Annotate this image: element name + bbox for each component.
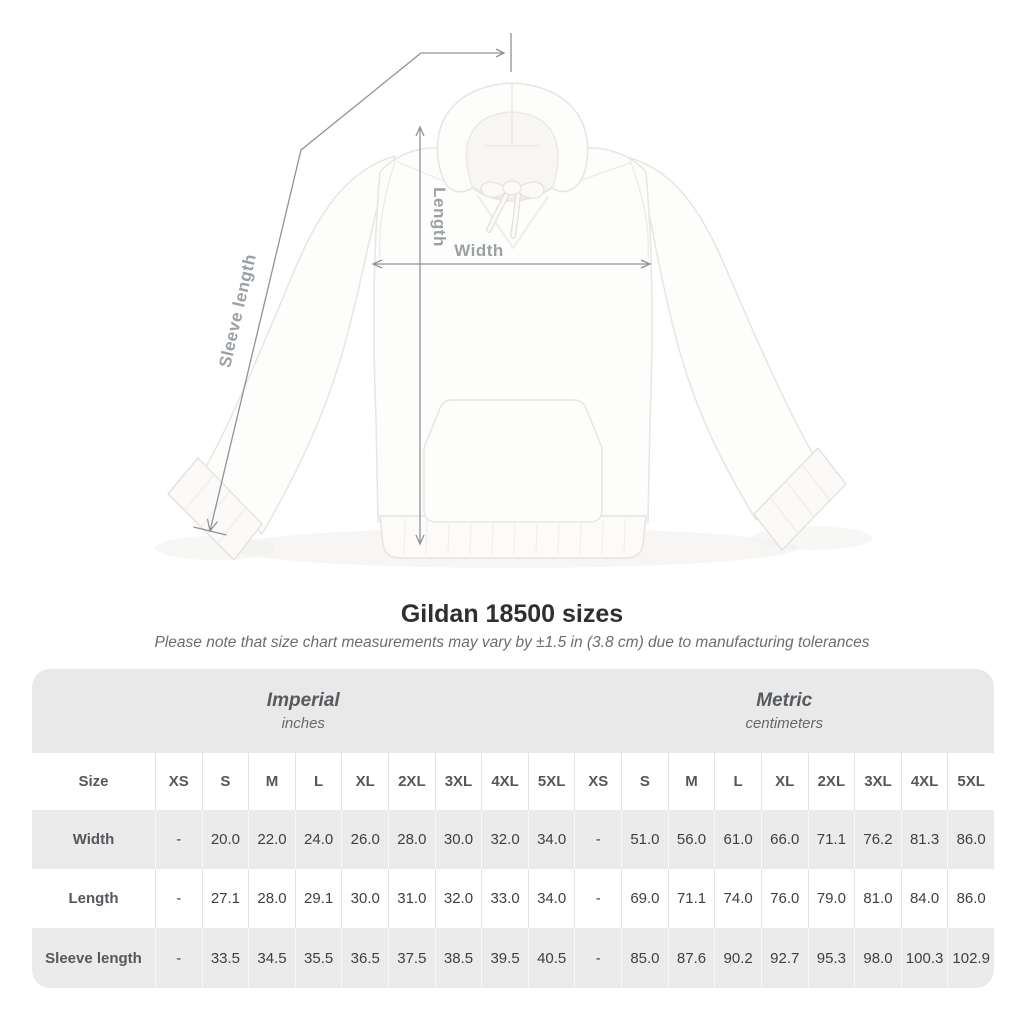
- width-label: Width: [454, 241, 504, 260]
- length-label: Length: [430, 187, 449, 247]
- value-cell: 76.0: [761, 869, 808, 928]
- sleeve-length-label: Sleeve length: [215, 252, 260, 370]
- imperial-sublabel: inches: [281, 715, 325, 732]
- value-cell: 28.0: [388, 810, 435, 869]
- hoodie-illustration: [168, 83, 846, 560]
- size-header-imperial-2xl: 2XL: [388, 753, 435, 810]
- value-cell: -: [574, 810, 621, 869]
- row-label: Length: [32, 869, 155, 928]
- value-cell: 71.1: [808, 810, 855, 869]
- value-cell: 100.3: [901, 928, 948, 988]
- size-header-metric-xs: XS: [574, 753, 621, 810]
- page-title: Gildan 18500 sizes: [400, 600, 624, 628]
- size-header-imperial-xs: XS: [155, 753, 202, 810]
- size-header-metric-l: L: [714, 753, 761, 810]
- value-cell: -: [574, 869, 621, 928]
- value-cell: 102.9: [947, 928, 994, 988]
- imperial-group-header: [32, 669, 574, 753]
- value-cell: -: [574, 928, 621, 988]
- value-cell: -: [155, 869, 202, 928]
- bow-knot: [503, 181, 521, 195]
- row-label: Width: [32, 810, 155, 869]
- size-header-metric-4xl: 4XL: [901, 753, 948, 810]
- metric-sublabel: centimeters: [745, 715, 823, 732]
- value-cell: 90.2: [714, 928, 761, 988]
- value-cell: -: [155, 928, 202, 988]
- value-cell: 35.5: [295, 928, 342, 988]
- value-cell: 26.0: [341, 810, 388, 869]
- value-cell: 61.0: [714, 810, 761, 869]
- value-cell: 86.0: [947, 869, 994, 928]
- value-cell: 92.7: [761, 928, 808, 988]
- value-cell: 28.0: [248, 869, 295, 928]
- value-cell: 27.1: [202, 869, 249, 928]
- right-sleeve: [630, 158, 814, 520]
- value-cell: 33.5: [202, 928, 249, 988]
- metric-label: Metric: [756, 690, 813, 711]
- size-header-imperial-l: L: [295, 753, 342, 810]
- row-label: Sleeve length: [32, 928, 155, 988]
- value-cell: 71.1: [668, 869, 715, 928]
- size-header-metric-xl: XL: [761, 753, 808, 810]
- value-cell: 87.6: [668, 928, 715, 988]
- value-cell: 24.0: [295, 810, 342, 869]
- size-header-metric-3xl: 3XL: [854, 753, 901, 810]
- value-cell: 66.0: [761, 810, 808, 869]
- value-cell: -: [155, 810, 202, 869]
- value-cell: 56.0: [668, 810, 715, 869]
- value-cell: 30.0: [341, 869, 388, 928]
- value-cell: 34.0: [528, 810, 575, 869]
- size-col-header: Size: [32, 753, 155, 810]
- size-header-imperial-s: S: [202, 753, 249, 810]
- value-cell: 51.0: [621, 810, 668, 869]
- size-header-metric-2xl: 2XL: [808, 753, 855, 810]
- value-cell: 29.1: [295, 869, 342, 928]
- value-cell: 85.0: [621, 928, 668, 988]
- value-cell: 33.0: [481, 869, 528, 928]
- value-cell: 76.2: [854, 810, 901, 869]
- metric-group-header: [574, 669, 994, 753]
- value-cell: 30.0: [435, 810, 482, 869]
- value-cell: 36.5: [341, 928, 388, 988]
- imperial-label: Imperial: [266, 690, 340, 711]
- value-cell: 40.5: [528, 928, 575, 988]
- value-cell: 95.3: [808, 928, 855, 988]
- size-header-imperial-m: M: [248, 753, 295, 810]
- value-cell: 20.0: [202, 810, 249, 869]
- size-header-imperial-3xl: 3XL: [435, 753, 482, 810]
- value-cell: 86.0: [947, 810, 994, 869]
- value-cell: 32.0: [435, 869, 482, 928]
- size-table: [32, 669, 994, 988]
- value-cell: 79.0: [808, 869, 855, 928]
- value-cell: 34.5: [248, 928, 295, 988]
- value-cell: 81.3: [901, 810, 948, 869]
- value-cell: 84.0: [901, 869, 948, 928]
- value-cell: 31.0: [388, 869, 435, 928]
- size-header-metric-5xl: 5XL: [947, 753, 994, 810]
- value-cell: 22.0: [248, 810, 295, 869]
- kangaroo-pocket: [424, 400, 602, 522]
- value-cell: 34.0: [528, 869, 575, 928]
- value-cell: 69.0: [621, 869, 668, 928]
- value-cell: 32.0: [481, 810, 528, 869]
- size-header-imperial-5xl: 5XL: [528, 753, 575, 810]
- value-cell: 98.0: [854, 928, 901, 988]
- size-header-imperial-4xl: 4XL: [481, 753, 528, 810]
- size-header-metric-s: S: [621, 753, 668, 810]
- value-cell: 39.5: [481, 928, 528, 988]
- size-header-metric-m: M: [668, 753, 715, 810]
- size-header-imperial-xl: XL: [341, 753, 388, 810]
- value-cell: 74.0: [714, 869, 761, 928]
- tolerance-note: Please note that size chart measurements may vary by ±1.5 in (3.8 cm) due to manufacturing tolerances: [154, 634, 870, 651]
- sleeve-measure-arrow: [421, 49, 504, 57]
- value-cell: 38.5: [435, 928, 482, 988]
- value-cell: 81.0: [854, 869, 901, 928]
- value-cell: 37.5: [388, 928, 435, 988]
